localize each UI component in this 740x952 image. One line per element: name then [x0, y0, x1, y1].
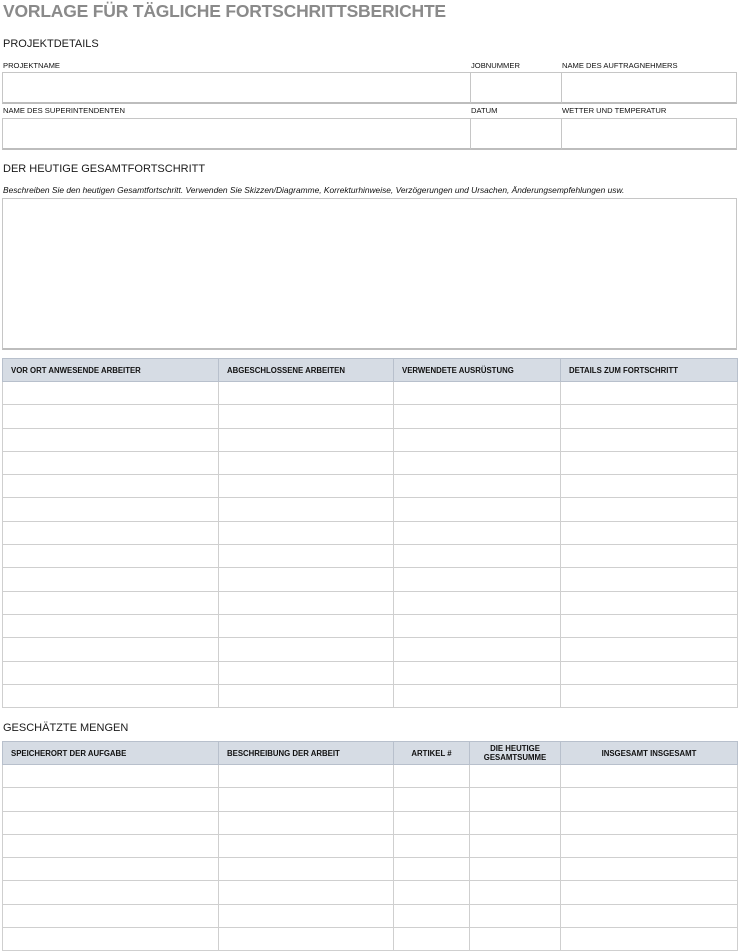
- table-cell[interactable]: [561, 568, 738, 591]
- table-cell[interactable]: [561, 904, 738, 927]
- table-cell[interactable]: [219, 568, 394, 591]
- project-name-field[interactable]: [2, 72, 471, 104]
- table-cell[interactable]: [394, 568, 561, 591]
- table-cell[interactable]: [394, 521, 561, 544]
- table-cell[interactable]: [3, 661, 219, 684]
- table-cell[interactable]: [3, 545, 219, 568]
- table-cell[interactable]: [394, 661, 561, 684]
- table-cell[interactable]: [219, 428, 394, 451]
- table-cell[interactable]: [3, 428, 219, 451]
- table-cell[interactable]: [3, 568, 219, 591]
- table-cell[interactable]: [3, 788, 219, 811]
- overall-progress-instruction: Beschreiben Sie den heutigen Gesamtfortschritt. Verwenden Sie Skizzen/Diagramme, Korrekturhinweise, Verzögerungen und Ursachen, Änderungsempfehlungen usw.: [3, 185, 625, 195]
- table-row: [3, 661, 738, 684]
- table-cell[interactable]: [394, 591, 561, 614]
- table-cell[interactable]: [470, 811, 561, 834]
- table-row: [3, 638, 738, 661]
- table-row: [3, 765, 738, 788]
- weather-label: WETTER UND TEMPERATUR: [562, 106, 667, 115]
- grand-total-header: INSGESAMT INSGESAMT: [561, 742, 738, 765]
- table-cell[interactable]: [394, 545, 561, 568]
- table-cell[interactable]: [394, 475, 561, 498]
- table-cell[interactable]: [561, 638, 738, 661]
- todays-total-header: DIE HEUTIGE GESAMTSUMME: [470, 742, 561, 765]
- table-row: [3, 684, 738, 707]
- table-row: [3, 834, 738, 857]
- table-row: [3, 904, 738, 927]
- table-cell[interactable]: [219, 405, 394, 428]
- table-cell[interactable]: [561, 788, 738, 811]
- table-cell[interactable]: [394, 834, 470, 857]
- table-cell[interactable]: [3, 475, 219, 498]
- table-cell[interactable]: [219, 904, 394, 927]
- table-cell[interactable]: [3, 858, 219, 881]
- table-cell[interactable]: [3, 638, 219, 661]
- table-cell[interactable]: [561, 684, 738, 707]
- completed-work-header: ABGESCHLOSSENE ARBEITEN: [219, 359, 394, 382]
- table-cell[interactable]: [561, 928, 738, 951]
- table-row: [3, 568, 738, 591]
- table-cell[interactable]: [561, 498, 738, 521]
- table-cell[interactable]: [561, 834, 738, 857]
- job-number-label: JOBNUMMER: [471, 61, 520, 70]
- table-row: [3, 521, 738, 544]
- table-cell[interactable]: [470, 834, 561, 857]
- progress-details-header: DETAILS ZUM FORTSCHRITT: [561, 359, 738, 382]
- job-number-field[interactable]: [470, 72, 562, 104]
- date-field[interactable]: [470, 118, 562, 150]
- table-cell[interactable]: [219, 591, 394, 614]
- table-row: [3, 475, 738, 498]
- table-cell[interactable]: [394, 498, 561, 521]
- contractor-name-label: NAME DES AUFTRAGNEHMERS: [562, 61, 678, 70]
- work-description-header: BESCHREIBUNG DER ARBEIT: [219, 742, 394, 765]
- table-cell[interactable]: [561, 475, 738, 498]
- table-row: [3, 811, 738, 834]
- equipment-header: VERWENDETE AUSRÜSTUNG: [394, 359, 561, 382]
- task-location-header: SPEICHERORT DER AUFGABE: [3, 742, 219, 765]
- table-row: [3, 614, 738, 637]
- table-cell[interactable]: [219, 451, 394, 474]
- table-row: [3, 788, 738, 811]
- table-cell[interactable]: [219, 788, 394, 811]
- table-cell[interactable]: [219, 811, 394, 834]
- superintendent-name-label: NAME DES SUPERINTENDENTEN: [3, 106, 125, 115]
- quantities-heading: GESCHÄTZTE MENGEN: [3, 722, 129, 734]
- table-cell[interactable]: [470, 881, 561, 904]
- table-cell[interactable]: [219, 765, 394, 788]
- table-cell[interactable]: [219, 521, 394, 544]
- table-cell[interactable]: [561, 521, 738, 544]
- table-cell[interactable]: [394, 904, 470, 927]
- table-cell[interactable]: [219, 382, 394, 405]
- workers-header: VOR ORT ANWESENDE ARBEITER: [3, 359, 219, 382]
- page-title: VORLAGE FÜR TÄGLICHE FORTSCHRITTSBERICHTE: [3, 1, 446, 21]
- table-cell[interactable]: [3, 614, 219, 637]
- table-cell[interactable]: [470, 858, 561, 881]
- table-cell[interactable]: [561, 405, 738, 428]
- table-cell[interactable]: [3, 834, 219, 857]
- superintendent-name-field[interactable]: [2, 118, 471, 150]
- table-cell[interactable]: [561, 811, 738, 834]
- table-cell[interactable]: [3, 382, 219, 405]
- item-number-header: ARTIKEL #: [394, 742, 470, 765]
- table-cell[interactable]: [394, 881, 470, 904]
- table-cell[interactable]: [394, 382, 561, 405]
- table-cell[interactable]: [561, 382, 738, 405]
- table-cell[interactable]: [3, 684, 219, 707]
- table-row: [3, 405, 738, 428]
- table-cell[interactable]: [394, 684, 561, 707]
- table-cell[interactable]: [219, 475, 394, 498]
- overall-progress-heading: DER HEUTIGE GESAMTFORTSCHRITT: [3, 163, 206, 175]
- project-details-heading: PROJEKTDETAILS: [3, 38, 99, 50]
- table-cell[interactable]: [394, 614, 561, 637]
- table-cell[interactable]: [219, 638, 394, 661]
- table-cell[interactable]: [394, 928, 470, 951]
- table-cell[interactable]: [3, 928, 219, 951]
- table-cell[interactable]: [219, 661, 394, 684]
- table-cell[interactable]: [3, 591, 219, 614]
- table-cell[interactable]: [219, 858, 394, 881]
- project-name-label: PROJEKTNAME: [3, 61, 60, 70]
- contractor-name-field[interactable]: [561, 72, 737, 104]
- workers-table-body: [3, 382, 738, 708]
- table-cell[interactable]: [219, 928, 394, 951]
- table-row: [3, 451, 738, 474]
- table-row: [3, 591, 738, 614]
- table-cell[interactable]: [219, 498, 394, 521]
- table-cell[interactable]: [3, 904, 219, 927]
- table-row: [3, 428, 738, 451]
- table-cell[interactable]: [470, 765, 561, 788]
- table-cell[interactable]: [3, 451, 219, 474]
- table-cell[interactable]: [561, 451, 738, 474]
- table-cell[interactable]: [561, 661, 738, 684]
- table-cell[interactable]: [470, 788, 561, 811]
- table-cell[interactable]: [219, 684, 394, 707]
- table-row: [3, 858, 738, 881]
- table-cell[interactable]: [561, 765, 738, 788]
- table-cell[interactable]: [394, 638, 561, 661]
- table-cell[interactable]: [3, 765, 219, 788]
- table-cell[interactable]: [219, 545, 394, 568]
- table-cell[interactable]: [3, 881, 219, 904]
- overall-progress-textarea[interactable]: [2, 198, 737, 350]
- table-cell[interactable]: [470, 928, 561, 951]
- table-cell[interactable]: [219, 614, 394, 637]
- table-cell[interactable]: [394, 765, 470, 788]
- table-cell[interactable]: [219, 834, 394, 857]
- table-cell[interactable]: [561, 591, 738, 614]
- table-cell[interactable]: [3, 498, 219, 521]
- table-cell[interactable]: [219, 881, 394, 904]
- table-cell[interactable]: [394, 451, 561, 474]
- quantities-table: [2, 741, 738, 951]
- table-cell[interactable]: [394, 858, 470, 881]
- table-row: [3, 545, 738, 568]
- table-cell[interactable]: [561, 614, 738, 637]
- table-cell[interactable]: [394, 428, 561, 451]
- quantities-table-body: [3, 765, 738, 951]
- table-cell[interactable]: [394, 788, 470, 811]
- weather-field[interactable]: [561, 118, 737, 150]
- table-cell[interactable]: [561, 428, 738, 451]
- table-row: [3, 881, 738, 904]
- table-cell[interactable]: [470, 904, 561, 927]
- table-cell[interactable]: [3, 811, 219, 834]
- table-cell[interactable]: [561, 545, 738, 568]
- table-cell[interactable]: [394, 405, 561, 428]
- table-row: [3, 498, 738, 521]
- table-cell[interactable]: [561, 881, 738, 904]
- table-cell[interactable]: [3, 521, 219, 544]
- table-row: [3, 928, 738, 951]
- table-cell[interactable]: [561, 858, 738, 881]
- workers-table: [2, 358, 738, 708]
- table-cell[interactable]: [3, 405, 219, 428]
- table-row: [3, 382, 738, 405]
- date-label: DATUM: [471, 106, 498, 115]
- table-cell[interactable]: [394, 811, 470, 834]
